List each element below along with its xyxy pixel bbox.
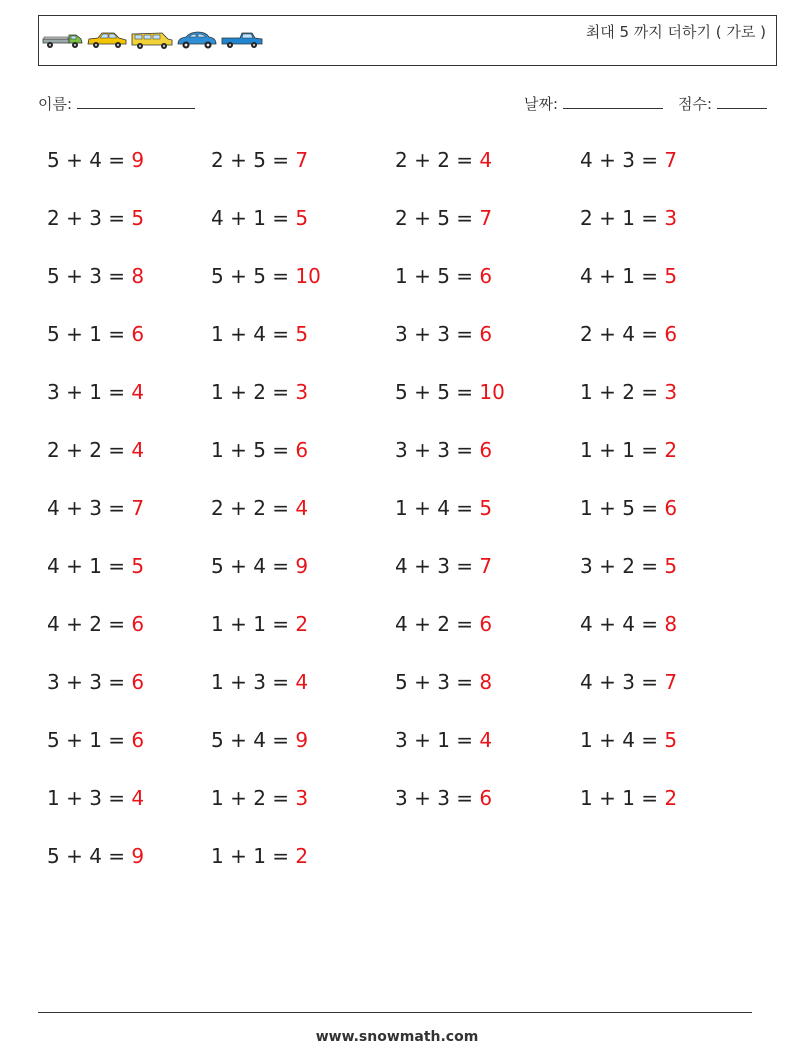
problem-answer: 4 bbox=[295, 496, 309, 520]
problem-question: 1 + 4 = bbox=[211, 322, 296, 346]
problem-answer: 2 bbox=[664, 786, 678, 810]
problem-answer: 7 bbox=[479, 554, 493, 578]
problem-item bbox=[211, 844, 308, 868]
problem-question: 3 + 2 = bbox=[580, 554, 665, 578]
problem-question: 1 + 3 = bbox=[211, 670, 296, 694]
problem-question: 1 + 1 = bbox=[580, 786, 665, 810]
problem-question: 5 + 5 = bbox=[211, 264, 296, 288]
problem-item bbox=[395, 612, 492, 636]
problem-answer: 6 bbox=[479, 438, 493, 462]
problem-question: 5 + 1 = bbox=[47, 322, 132, 346]
problem-item bbox=[580, 496, 677, 520]
problem-answer: 4 bbox=[131, 380, 145, 404]
date-line[interactable] bbox=[563, 94, 663, 109]
problem-answer: 10 bbox=[479, 380, 505, 404]
problem-question: 2 + 4 = bbox=[580, 322, 665, 346]
problem-answer: 5 bbox=[131, 554, 145, 578]
problem-item bbox=[211, 206, 308, 230]
problem-answer: 3 bbox=[664, 380, 678, 404]
problem-question: 4 + 3 = bbox=[47, 496, 132, 520]
problem-question: 3 + 1 = bbox=[395, 728, 480, 752]
problem-item bbox=[47, 728, 144, 752]
problem-question: 3 + 1 = bbox=[47, 380, 132, 404]
problem-item bbox=[211, 496, 308, 520]
date-label: 날짜: bbox=[524, 95, 559, 113]
problem-item bbox=[395, 670, 492, 694]
problem-answer: 5 bbox=[664, 554, 678, 578]
problem-item bbox=[47, 206, 144, 230]
problem-question: 1 + 1 = bbox=[211, 844, 296, 868]
problem-answer: 2 bbox=[295, 844, 309, 868]
problem-question: 5 + 3 = bbox=[47, 264, 132, 288]
problem-question: 4 + 2 = bbox=[395, 612, 480, 636]
problem-answer: 6 bbox=[664, 322, 678, 346]
car-icons bbox=[42, 30, 264, 50]
problem-answer: 6 bbox=[479, 322, 493, 346]
problem-question: 1 + 3 = bbox=[47, 786, 132, 810]
problem-answer: 5 bbox=[295, 322, 309, 346]
problem-question: 4 + 1 = bbox=[47, 554, 132, 578]
problem-item bbox=[211, 148, 308, 172]
problem-answer: 5 bbox=[295, 206, 309, 230]
problem-item bbox=[47, 148, 144, 172]
problem-answer: 8 bbox=[664, 612, 678, 636]
name-field[interactable] bbox=[38, 93, 195, 114]
score-field[interactable] bbox=[678, 93, 767, 114]
problem-item bbox=[580, 380, 677, 404]
problem-question: 2 + 5 = bbox=[395, 206, 480, 230]
problem-answer: 6 bbox=[295, 438, 309, 462]
problem-item bbox=[580, 148, 677, 172]
problem-item bbox=[211, 264, 321, 288]
problem-question: 3 + 3 = bbox=[395, 438, 480, 462]
problem-answer: 4 bbox=[131, 786, 145, 810]
problem-item bbox=[47, 438, 144, 462]
problem-answer: 9 bbox=[131, 844, 145, 868]
problem-question: 1 + 2 = bbox=[211, 786, 296, 810]
problem-item bbox=[211, 728, 308, 752]
problem-item bbox=[47, 612, 144, 636]
problem-answer: 4 bbox=[131, 438, 145, 462]
date-field[interactable] bbox=[524, 93, 663, 114]
problem-item bbox=[47, 554, 144, 578]
problem-answer: 4 bbox=[295, 670, 309, 694]
problem-question: 2 + 2 = bbox=[395, 148, 480, 172]
problem-answer: 7 bbox=[664, 148, 678, 172]
taxi-icon bbox=[86, 30, 128, 50]
problem-item bbox=[580, 264, 677, 288]
problem-answer: 4 bbox=[479, 728, 493, 752]
problem-answer: 2 bbox=[295, 612, 309, 636]
problem-answer: 5 bbox=[664, 264, 678, 288]
problem-question: 1 + 2 = bbox=[211, 380, 296, 404]
problem-answer: 4 bbox=[479, 148, 493, 172]
problem-item bbox=[47, 844, 144, 868]
problem-question: 5 + 4 = bbox=[211, 728, 296, 752]
problem-answer: 3 bbox=[295, 786, 309, 810]
problem-item bbox=[47, 496, 144, 520]
problem-question: 3 + 3 = bbox=[395, 322, 480, 346]
problem-question: 4 + 4 = bbox=[580, 612, 665, 636]
problem-item bbox=[580, 670, 677, 694]
problem-item bbox=[211, 612, 308, 636]
problem-item bbox=[47, 670, 144, 694]
problem-question: 4 + 2 = bbox=[47, 612, 132, 636]
problem-answer: 6 bbox=[131, 670, 145, 694]
problem-question: 1 + 4 = bbox=[395, 496, 480, 520]
problem-item bbox=[580, 438, 677, 462]
score-label: 점수: bbox=[678, 95, 713, 113]
problem-answer: 3 bbox=[295, 380, 309, 404]
footer-url: www.snowmath.com bbox=[315, 1029, 479, 1045]
problem-item bbox=[580, 206, 677, 230]
problem-question: 1 + 2 = bbox=[580, 380, 665, 404]
problem-item bbox=[580, 612, 677, 636]
problem-answer: 5 bbox=[664, 728, 678, 752]
footer-divider bbox=[38, 1012, 752, 1013]
problem-question: 5 + 5 = bbox=[395, 380, 480, 404]
problem-item bbox=[395, 496, 492, 520]
car-icon bbox=[176, 30, 218, 50]
problem-answer: 5 bbox=[479, 496, 493, 520]
problem-item bbox=[580, 786, 677, 810]
problem-item bbox=[395, 728, 492, 752]
problem-question: 5 + 1 = bbox=[47, 728, 132, 752]
header-box bbox=[38, 15, 777, 66]
problem-question: 1 + 5 = bbox=[211, 438, 296, 462]
problem-item bbox=[211, 322, 308, 346]
problem-item bbox=[580, 554, 677, 578]
problem-answer: 6 bbox=[479, 264, 493, 288]
problem-answer: 6 bbox=[131, 728, 145, 752]
problem-item bbox=[395, 786, 492, 810]
problem-question: 2 + 2 = bbox=[47, 438, 132, 462]
problem-question: 1 + 4 = bbox=[580, 728, 665, 752]
problem-item bbox=[47, 380, 144, 404]
problem-question: 1 + 5 = bbox=[395, 264, 480, 288]
problem-question: 5 + 4 = bbox=[47, 148, 132, 172]
problem-answer: 9 bbox=[295, 554, 309, 578]
problem-item bbox=[395, 206, 492, 230]
problem-answer: 9 bbox=[131, 148, 145, 172]
problem-item bbox=[395, 148, 492, 172]
problem-question: 2 + 3 = bbox=[47, 206, 132, 230]
name-label: 이름: bbox=[38, 95, 73, 113]
pickup-icon bbox=[220, 30, 264, 50]
problem-question: 5 + 4 = bbox=[47, 844, 132, 868]
problem-question: 4 + 1 = bbox=[211, 206, 296, 230]
problem-item bbox=[211, 380, 308, 404]
problem-answer: 9 bbox=[295, 728, 309, 752]
problem-item bbox=[211, 438, 308, 462]
problem-item bbox=[395, 554, 492, 578]
problem-answer: 7 bbox=[664, 670, 678, 694]
score-line[interactable] bbox=[717, 94, 767, 109]
problem-answer: 5 bbox=[131, 206, 145, 230]
problem-answer: 10 bbox=[295, 264, 321, 288]
problem-answer: 3 bbox=[664, 206, 678, 230]
problem-item bbox=[395, 264, 492, 288]
truck-icon bbox=[42, 30, 84, 50]
problem-question: 4 + 3 = bbox=[580, 670, 665, 694]
problem-answer: 6 bbox=[664, 496, 678, 520]
problem-answer: 8 bbox=[479, 670, 493, 694]
problem-answer: 7 bbox=[131, 496, 145, 520]
problem-answer: 6 bbox=[131, 612, 145, 636]
problem-question: 2 + 2 = bbox=[211, 496, 296, 520]
van-icon bbox=[130, 30, 174, 50]
name-line[interactable] bbox=[77, 94, 195, 109]
problem-question: 5 + 3 = bbox=[395, 670, 480, 694]
problem-question: 4 + 1 = bbox=[580, 264, 665, 288]
problem-item bbox=[395, 380, 505, 404]
problem-question: 3 + 3 = bbox=[395, 786, 480, 810]
problem-answer: 6 bbox=[131, 322, 145, 346]
problem-answer: 6 bbox=[479, 612, 493, 636]
problem-question: 3 + 3 = bbox=[47, 670, 132, 694]
problem-item bbox=[47, 786, 144, 810]
problem-item bbox=[395, 438, 492, 462]
problem-question: 1 + 5 = bbox=[580, 496, 665, 520]
problem-item bbox=[211, 554, 308, 578]
worksheet-title: 최대 5 까지 더하기 ( 가로 ) bbox=[585, 23, 766, 41]
problem-question: 4 + 3 = bbox=[580, 148, 665, 172]
problem-item bbox=[47, 322, 144, 346]
problem-question: 1 + 1 = bbox=[211, 612, 296, 636]
problem-item bbox=[395, 322, 492, 346]
problem-item bbox=[47, 264, 144, 288]
problem-question: 4 + 3 = bbox=[395, 554, 480, 578]
problem-question: 2 + 5 = bbox=[211, 148, 296, 172]
problem-item bbox=[580, 322, 677, 346]
problem-answer: 6 bbox=[479, 786, 493, 810]
problem-item bbox=[211, 786, 308, 810]
problem-answer: 7 bbox=[295, 148, 309, 172]
problem-question: 2 + 1 = bbox=[580, 206, 665, 230]
problem-item bbox=[211, 670, 308, 694]
problem-answer: 8 bbox=[131, 264, 145, 288]
problem-item bbox=[580, 728, 677, 752]
problem-question: 1 + 1 = bbox=[580, 438, 665, 462]
problem-answer: 2 bbox=[664, 438, 678, 462]
problem-answer: 7 bbox=[479, 206, 493, 230]
problem-question: 5 + 4 = bbox=[211, 554, 296, 578]
